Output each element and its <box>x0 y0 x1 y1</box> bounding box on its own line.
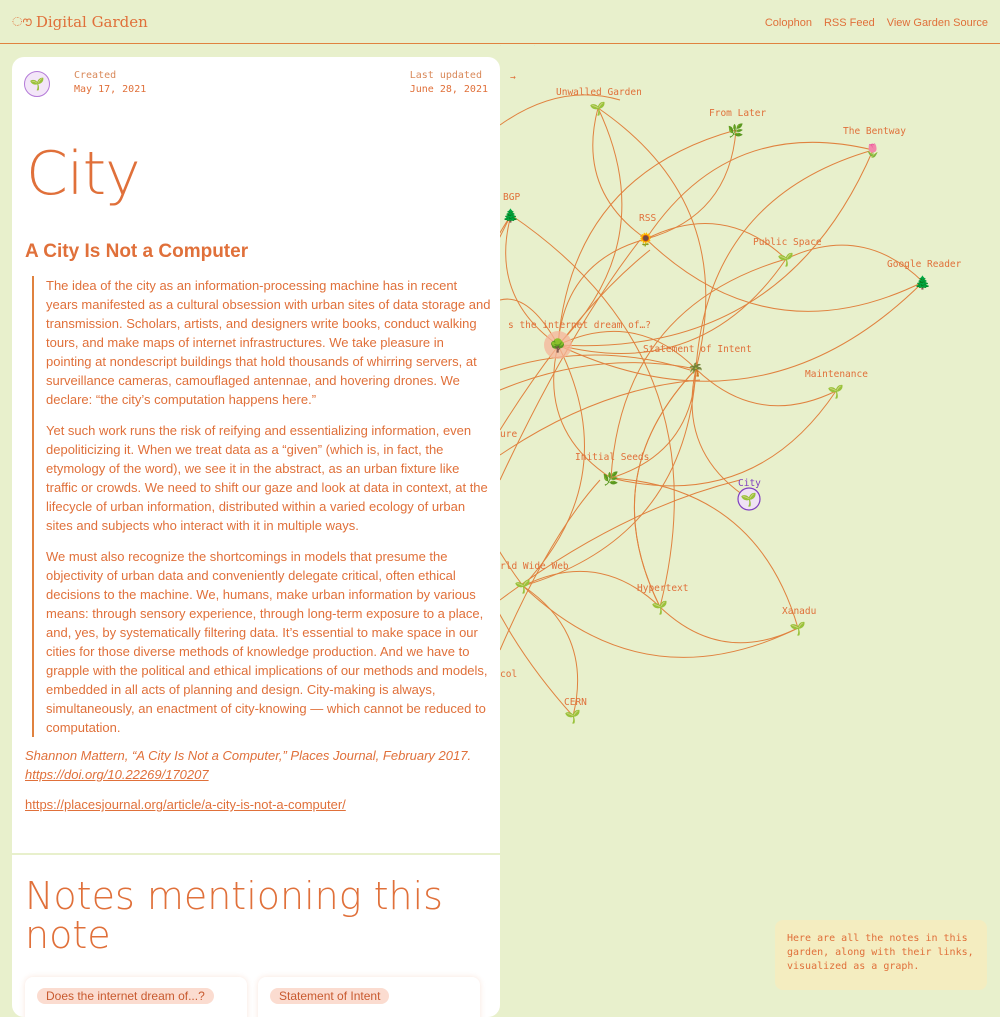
divider <box>12 853 500 855</box>
graph-edge <box>523 586 798 657</box>
graph-edge <box>511 215 674 607</box>
node-plant-icon: 🌱 <box>589 101 607 116</box>
brand-name: Digital Garden <box>35 13 148 31</box>
mention-card[interactable] <box>25 977 247 1017</box>
created-date: May 17, 2021 <box>74 84 147 95</box>
node-label: Hypertext <box>637 583 689 594</box>
graph-nodes <box>500 87 962 724</box>
quote-paragraph: We must also recognize the shortcomings in models that presume the objectivity of urban data and conveniently delegate critical, often ethical decisions to the machine. We, humans, make urban information by various means: through sensory experience, through long-term exposure to a place, and, yes, by systematically filtering data. It’s essential to make space in our cities for those diverse methods of knowledge production. And we have to grapple with the political and ethical implications of our methods and models, embedded in all acts of planning and design. City-making is always, simultaneously, an enactment of city-knowing — which cannot be reduced to computation. <box>46 549 488 735</box>
nav-colophon[interactable]: Colophon <box>764 17 812 29</box>
node-plant-icon: 🌷 <box>864 143 882 158</box>
graph-node-cern[interactable] <box>564 697 587 724</box>
updated-date: June 28, 2021 <box>409 84 488 95</box>
node-label: Initial Seeds <box>575 452 650 463</box>
graph-node-ure[interactable] <box>500 429 517 440</box>
node-plant-icon: 🌲 <box>914 275 932 290</box>
node-plant-icon: 🌲 <box>502 208 520 223</box>
graph-edge <box>611 478 798 628</box>
node-label: rld Wide Web <box>500 561 569 572</box>
node-plant-icon: 🌱 <box>514 579 532 594</box>
node-plant-icon: 🌴 <box>687 362 705 377</box>
graph-edge <box>646 239 923 311</box>
updated-label: Last updated <box>409 70 482 81</box>
node-label: Statement of Intent <box>643 344 752 355</box>
graph-edges <box>452 45 923 716</box>
node-label: Maintenance <box>805 369 868 380</box>
node-plant-icon: 🌱 <box>651 600 669 615</box>
node-plant-icon: 🌳 <box>549 338 567 353</box>
graph-edge <box>611 391 836 486</box>
top-bar <box>0 0 1000 44</box>
created-label: Created <box>74 70 117 81</box>
mention-tag[interactable]: Statement of Intent <box>270 988 389 1004</box>
graph-hint: Here are all the notes in this garden, along with their links, visualized as a graph. <box>775 920 987 990</box>
source-link[interactable]: https://placesjournal.org/article/a-city-is-not-a-computer/ <box>25 797 346 812</box>
citation <box>25 746 485 784</box>
graph-node-maintenance[interactable] <box>805 369 868 399</box>
node-plant-icon: 🌿 <box>727 123 745 138</box>
graph-edge <box>634 369 696 607</box>
citation-text: Shannon Mattern, “A City Is Not a Computer,” Places Journal, February 2017. <box>25 748 472 763</box>
node-label: RSS <box>639 213 657 224</box>
node-label: City <box>738 478 761 489</box>
node-plant-icon: 🌱 <box>789 621 807 636</box>
graph-node-publicspace[interactable] <box>753 237 822 267</box>
node-plant-icon: 🌱 <box>740 492 758 507</box>
node-plant-icon: 🌱 <box>827 384 845 399</box>
note-title: City <box>26 139 140 209</box>
nav-view-source[interactable]: View Garden Source <box>886 17 988 29</box>
section-title: A City Is Not a Computer <box>25 241 249 262</box>
nav-rss-feed[interactable]: RSS Feed <box>823 17 875 29</box>
brand-link[interactable] <box>12 13 148 31</box>
top-nav <box>765 17 988 29</box>
graph-node-googlereader[interactable] <box>887 259 962 290</box>
node-plant-icon: 🌿 <box>602 471 620 486</box>
graph-node-intent[interactable] <box>643 344 752 377</box>
updated-meta <box>410 69 488 97</box>
note-meta <box>24 69 488 109</box>
graph-edge <box>646 142 873 239</box>
graph-edge <box>558 150 873 346</box>
node-plant-icon: 🌱 <box>777 252 795 267</box>
node-label: ure <box>500 429 518 440</box>
mention-tag[interactable]: Does the internet dream of...? <box>37 988 214 1004</box>
graph-edge <box>634 369 696 607</box>
node-label: Google Reader <box>887 259 962 270</box>
graph-node-bentway[interactable] <box>843 126 906 158</box>
garden-logo-icon: ൗ <box>12 14 32 30</box>
node-label: col <box>500 669 518 680</box>
node-label: CERN <box>564 697 587 708</box>
node-plant-icon: 🌱 <box>564 709 582 724</box>
graph-node-col[interactable] <box>500 669 517 680</box>
graph-edge <box>558 259 786 353</box>
note-card <box>12 57 500 1017</box>
graph-node-xanadu[interactable] <box>782 606 816 636</box>
graph-node-rss[interactable] <box>638 213 657 247</box>
graph-node-unwalled[interactable] <box>556 87 642 116</box>
graph-arrow-icon: → <box>510 72 516 83</box>
graph-edge <box>500 250 650 430</box>
graph-node-fromlater[interactable] <box>709 108 766 138</box>
quote-paragraph: Yet such work runs the risk of reifying and essentializing information, even depoliticizing it. When we treat data as a “given” (which is, in fact, the etymology of the word), we see it in the abstract, as an urban fixture like traffic or crowds. We need to shift our gaze and look at data in context, at the lifecycle of urban information, distributed within a varied ecology of urban sites and subjects who interact with it in multiple ways. <box>46 423 488 533</box>
graph-node-hypertext[interactable] <box>637 583 688 615</box>
node-plant-icon: 🌻 <box>637 232 655 247</box>
graph-edge <box>500 240 640 480</box>
quote-block <box>32 276 492 737</box>
graph-edge <box>500 355 690 370</box>
mention-card[interactable] <box>258 977 480 1017</box>
node-label: Unwalled Garden <box>556 87 642 98</box>
seedling-avatar-icon: 🌱 <box>24 71 50 97</box>
mentions-title: Notes mentioning this note <box>25 874 443 957</box>
node-label: Public Space <box>753 237 822 248</box>
graph-node-city[interactable] <box>738 478 761 510</box>
graph-node-bgp[interactable] <box>503 192 521 223</box>
created-meta <box>74 69 146 97</box>
node-label: BGP <box>503 192 521 203</box>
source-link-wrap <box>25 797 346 812</box>
quote-paragraph: The idea of the city as an information-processing machine has in recent years manifested as a cultural obsession with urban sites of data storage and transmission. Scholars, artists, and designers write books, conduct walking tours, and make maps of internet infrastructures. We take pleasure in pointing at nondescript buildings that hold thousands of whirring servers, at surveillance cameras, camouflaged antennae, and hovering drones. We declare: “the city’s computation happens here.” <box>46 278 491 407</box>
citation-doi-link[interactable]: https://doi.org/10.22269/170207 <box>25 767 209 782</box>
node-label: s the internet dream of…? <box>508 320 651 331</box>
node-label: From Later <box>709 108 767 119</box>
node-label: The Bentway <box>843 126 906 137</box>
node-label: Xanadu <box>782 606 817 617</box>
